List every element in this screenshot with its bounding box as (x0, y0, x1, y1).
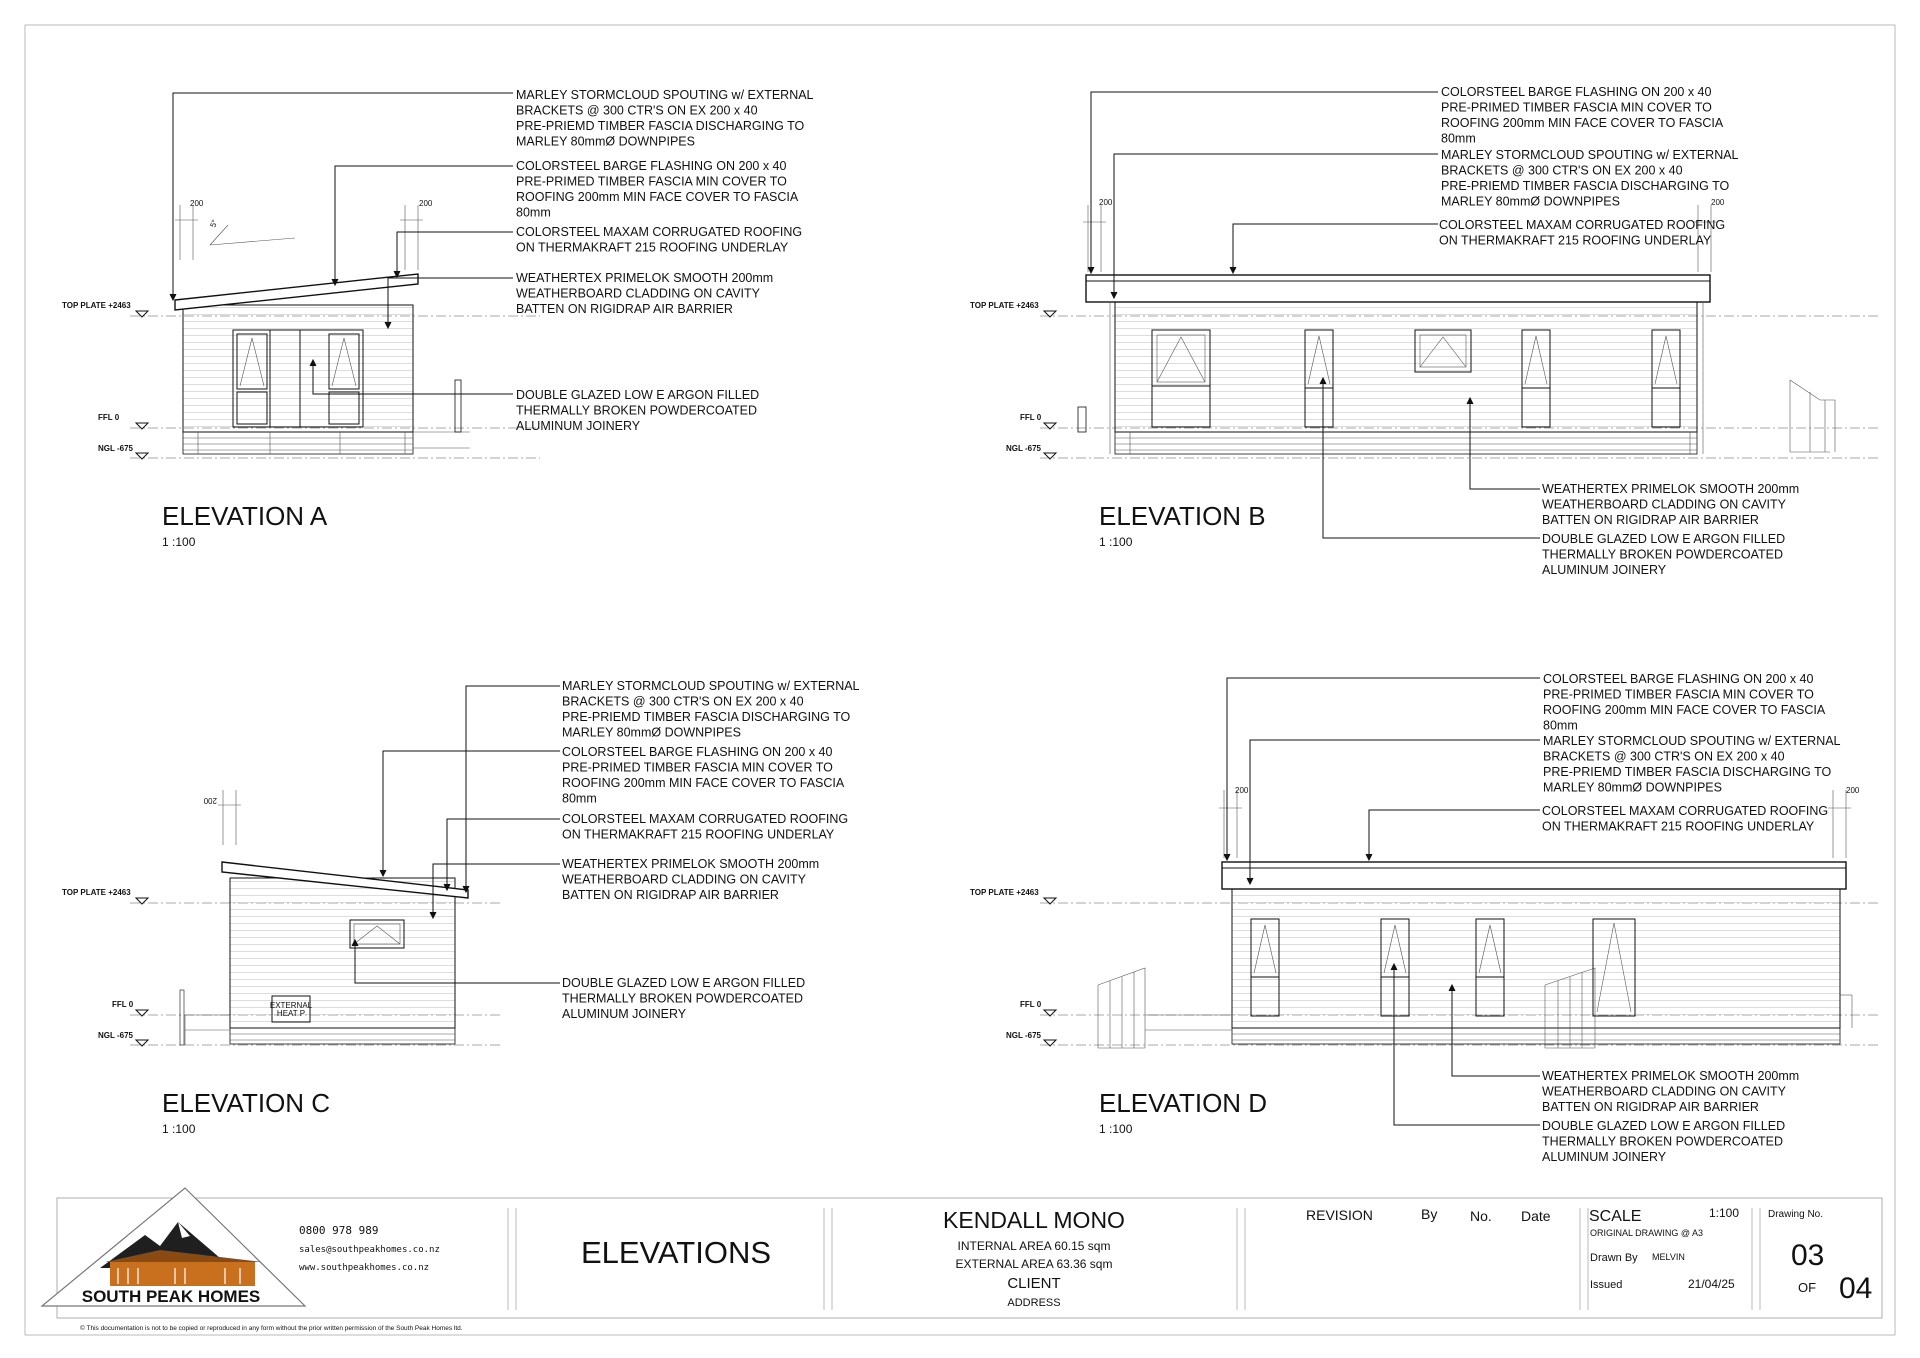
svg-text:COLORSTEEL MAXAM CORRUGATED RO: COLORSTEEL MAXAM CORRUGATED ROOFING ON THERMAKRAFT 215 ROOFING UNDERLAY (516, 225, 803, 255)
svg-text:COLORSTEEL MAXAM CORRUGATED RO: COLORSTEEL MAXAM CORRUGATED ROOFING ON THERMAKRAFT 215 ROOFING UNDERLAY (562, 812, 849, 842)
elevation-title: ELEVATION D (1099, 1088, 1268, 1118)
svg-text:COLORSTEEL MAXAM CORRUGATED RO: COLORSTEEL MAXAM CORRUGATED ROOFING ON THERMAKRAFT 215 ROOFING UNDERLAY (1439, 218, 1726, 248)
svg-text:FFL 0: FFL 0 (1020, 1000, 1042, 1009)
drawn-by-label: Drawn By (1590, 1252, 1638, 1264)
revision-header: REVISION (1306, 1207, 1373, 1223)
svg-text:COLORSTEEL BARGE FLASHING ON 2: COLORSTEEL BARGE FLASHING ON 200 x 40 PRE-PRIMED TIMBER FASCIA MIN COVER TO ROOFING 200mm MIN FACE COVER TO FASCIA 80mm (516, 159, 799, 220)
svg-text:NGL -675: NGL -675 (1006, 1031, 1041, 1040)
dimension-marks (175, 199, 433, 270)
svg-text:NGL -675: NGL -675 (1006, 444, 1041, 453)
company-logo (42, 1188, 305, 1306)
svg-text:COLORSTEEL BARGE FLASHING ON 2: COLORSTEEL BARGE FLASHING ON 200 x 40 PRE-PRIMED TIMBER FASCIA MIN COVER TO ROOFING 200mm MIN FACE COVER TO FASCIA 80mm (1543, 672, 1826, 733)
svg-text:200: 200 (1846, 786, 1860, 795)
original-drawing-note: ORIGINAL DRAWING @ A3 (1590, 1228, 1703, 1238)
svg-text:WEATHERTEX PRIMELOK SMOOTH 200: WEATHERTEX PRIMELOK SMOOTH 200mm WEATHERBOARD CLADDING ON CAVITY BATTEN ON RIGIDRAP AIR BARRIER (516, 271, 774, 316)
svg-text:COLORSTEEL BARGE FLASHING ON 2: COLORSTEEL BARGE FLASHING ON 200 x 40 PRE-PRIMED TIMBER FASCIA MIN COVER TO ROOFING 200mm MIN FACE COVER TO FASCIA 80mm (562, 745, 845, 806)
notes (562, 679, 860, 1021)
elevation-d (970, 672, 1880, 1164)
revision-by-header: By (1421, 1206, 1438, 1222)
svg-text:200: 200 (1711, 198, 1725, 207)
svg-text:DOUBLE GLAZED LOW E ARGON FILL: DOUBLE GLAZED LOW E ARGON FILLED THERMALLY BROKEN POWDERCOATED ALUMINUM JOINERY (1542, 1119, 1786, 1164)
elevation-scale: 1 :100 (1099, 535, 1133, 549)
svg-text:EXTERNAL: EXTERNAL (269, 1001, 313, 1010)
svg-text:200: 200 (419, 199, 433, 208)
company-email: sales@southpeakhomes.co.nz (299, 1245, 440, 1255)
elevation-title: ELEVATION A (162, 501, 328, 531)
drawing-no-label: Drawing No. (1768, 1209, 1824, 1220)
svg-text:TOP PLATE +2463: TOP PLATE +2463 (62, 888, 131, 897)
project-name: KENDALL MONO (943, 1207, 1125, 1233)
elevation-scale: 1 :100 (1099, 1122, 1133, 1136)
drawn-by-value: MELVIN (1652, 1252, 1685, 1262)
level-ffl: FFL 0 (98, 413, 120, 422)
deck-steps-left (1098, 968, 1232, 1048)
total-sheets: 04 (1839, 1272, 1873, 1305)
internal-area: INTERNAL AREA 60.15 sqm (957, 1239, 1111, 1253)
address-label: ADDRESS (1007, 1297, 1061, 1309)
svg-text:TOP PLATE +2463: TOP PLATE +2463 (970, 301, 1039, 310)
svg-text:MARLEY STORMCLOUD SPOUTING w/: MARLEY STORMCLOUD SPOUTING w/ EXTERNAL BRACKETS @ 300 CTR'S ON EX 200 x 40 PRE-PRIEMD TIMBER FASCIA DISCHARGING TO MARLEY 80mmØ DOWNPIPES (1441, 148, 1739, 209)
cladding (230, 878, 455, 1028)
copyright-notice: © This documentation is not to be copied or reproduced in any form without the prior written permission of the South Peak Homes ltd. (80, 1325, 463, 1332)
elevation-b (970, 85, 1880, 577)
dimension-marks (203, 790, 241, 845)
level-top-plate: TOP PLATE +2463 (62, 301, 131, 310)
revision-date-header: Date (1521, 1208, 1551, 1224)
company-phone: 0800 978 989 (299, 1224, 379, 1237)
svg-text:MARLEY STORMCLOUD SPOUTING w/: MARLEY STORMCLOUD SPOUTING w/ EXTERNAL BRACKETS @ 300 CTR'S ON EX 200 x 40 PRE-PRIEMD TIMBER FASCIA DISCHARGING TO MARLEY 80mmØ DOWNPIPES (1543, 734, 1841, 795)
issued-label: Issued (1590, 1279, 1623, 1291)
ramp-rail (1790, 380, 1835, 452)
svg-text:DOUBLE GLAZED LOW E ARGON FILL: DOUBLE GLAZED LOW E ARGON FILLED THERMALLY BROKEN POWDERCOATED ALUMINUM JOINERY (1542, 532, 1786, 577)
cladding (1115, 302, 1697, 432)
svg-text:DOUBLE GLAZED LOW E ARGON FILL: DOUBLE GLAZED LOW E ARGON FILLED THERMALLY BROKEN POWDERCOATED ALUMINUM JOINERY (516, 388, 760, 433)
downpipe (455, 380, 461, 432)
svg-text:COLORSTEEL BARGE FLASHING ON 2: COLORSTEEL BARGE FLASHING ON 200 x 40 PRE-PRIMED TIMBER FASCIA MIN COVER TO ROOFING 200mm MIN FACE COVER TO FASCIA 80mm (1441, 85, 1724, 146)
external-area: EXTERNAL AREA 63.36 sqm (955, 1257, 1113, 1271)
roof-fascia (1222, 862, 1846, 889)
svg-text:MARLEY STORMCLOUD SPOUTING w/: MARLEY STORMCLOUD SPOUTING w/ EXTERNAL BRACKETS @ 300 CTR'S ON EX 200 x 40 PRE-PRIEMD TIMBER FASCIA DISCHARGING TO MARLEY 80mmØ DOWNPIPES (562, 679, 860, 740)
scale-label: SCALE (1589, 1208, 1642, 1225)
svg-text:200: 200 (203, 796, 217, 805)
revision-no-header: No. (1470, 1208, 1492, 1224)
elevation-title: ELEVATION B (1099, 501, 1266, 531)
subfloor (230, 1028, 455, 1044)
downpipe (180, 990, 184, 1045)
elevation-title: ELEVATION C (162, 1088, 331, 1118)
svg-text:NGL -675: NGL -675 (98, 1031, 133, 1040)
elevation-scale: 1 :100 (162, 535, 196, 549)
svg-text:FFL 0: FFL 0 (1020, 413, 1042, 422)
issued-date: 21/04/25 (1688, 1277, 1735, 1291)
company-name: SOUTH PEAK HOMES (81, 1287, 261, 1306)
svg-text:HEAT P: HEAT P (276, 1009, 306, 1018)
level-ngl: NGL -675 (98, 444, 133, 453)
cladding (1232, 888, 1840, 1028)
elevation-a (62, 88, 814, 549)
svg-text:COLORSTEEL MAXAM CORRUGATED RO: COLORSTEEL MAXAM CORRUGATED ROOFING ON THERMAKRAFT 215 ROOFING UNDERLAY (1542, 804, 1829, 834)
svg-text:200: 200 (190, 199, 204, 208)
svg-text:200: 200 (1235, 786, 1249, 795)
svg-text:TOP PLATE +2463: TOP PLATE +2463 (970, 888, 1039, 897)
svg-text:200: 200 (1099, 198, 1113, 207)
svg-text:5°: 5° (208, 218, 220, 229)
svg-text:DOUBLE GLAZED LOW E ARGON FILL: DOUBLE GLAZED LOW E ARGON FILLED THERMALLY BROKEN POWDERCOATED ALUMINUM JOINERY (562, 976, 806, 1021)
elevation-scale: 1 :100 (162, 1122, 196, 1136)
company-web: www.southpeakhomes.co.nz (299, 1263, 430, 1273)
scale-value: 1:100 (1709, 1206, 1740, 1220)
svg-text:WEATHERTEX PRIMELOK SMOOTH 200: WEATHERTEX PRIMELOK SMOOTH 200mm WEATHERBOARD CLADDING ON CAVITY BATTEN ON RIGIDRAP AIR BARRIER (562, 857, 820, 902)
notes (516, 88, 814, 433)
cladding (183, 305, 413, 432)
subfloor (1232, 1028, 1840, 1044)
elevation-c (62, 679, 860, 1136)
roof-fascia (1086, 275, 1710, 302)
title-block (42, 1188, 1882, 1332)
of-label: OF (1798, 1280, 1817, 1295)
subfloor (1115, 432, 1697, 454)
client-label: CLIENT (1007, 1275, 1061, 1292)
svg-text:FFL 0: FFL 0 (112, 1000, 134, 1009)
drawing-number: 03 (1791, 1239, 1825, 1272)
svg-text:WEATHERTEX PRIMELOK SMOOTH 200: WEATHERTEX PRIMELOK SMOOTH 200mm WEATHERBOARD CLADDING ON CAVITY BATTEN ON RIGIDRAP AIR BARRIER (1542, 1069, 1800, 1114)
subfloor (183, 432, 413, 454)
svg-text:MARLEY STORMCLOUD SPOUTING w/: MARLEY STORMCLOUD SPOUTING w/ EXTERNAL BRACKETS @ 300 CTR'S ON EX 200 x 40 PRE-PRIEMD TIMBER FASCIA DISCHARGING TO MARLEY 80mmØ DOWNPIPES (516, 88, 814, 149)
sheet-title: ELEVATIONS (580, 1235, 772, 1270)
svg-text:WEATHERTEX PRIMELOK SMOOTH 200: WEATHERTEX PRIMELOK SMOOTH 200mm WEATHERBOARD CLADDING ON CAVITY BATTEN ON RIGIDRAP AIR BARRIER (1542, 482, 1800, 527)
